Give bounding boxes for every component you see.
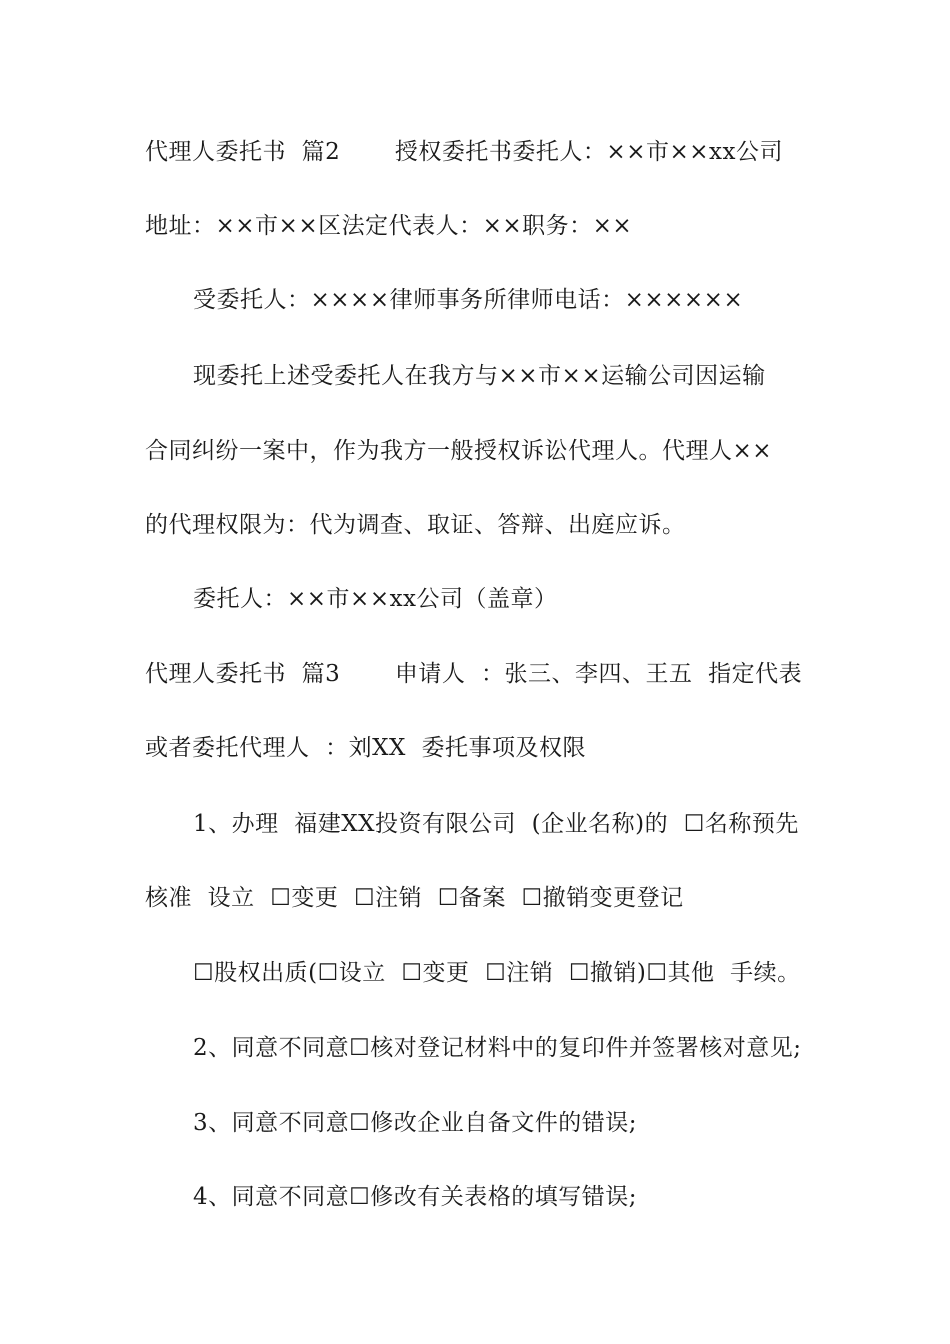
text-line-2: 地址：××市××区法定代表人：××职务：×× — [145, 213, 633, 239]
text-line-11: 核准 设立 ☐变更 ☐注销 ☐备案 ☐撤销变更登记 — [145, 885, 684, 911]
text-line-12: ☐股权出质(☐设立 ☐变更 ☐注销 ☐撤销)☐其他 手续。 — [193, 960, 801, 986]
text-line-15: 4、同意不同意☐修改有关表格的填写错误; — [193, 1184, 638, 1210]
text-line-5: 合同纠纷一案中，作为我方一般授权诉讼代理人。代理人×× — [145, 438, 773, 464]
text-line-6: 的代理权限为：代为调查、取证、答辩、出庭应诉。 — [145, 512, 686, 538]
text-line-9: 或者委托代理人 ：刘XX 委托事项及权限 — [145, 735, 586, 761]
text-line-7: 委托人：××市××xx公司（盖章） — [193, 586, 558, 612]
text-line-10: 1、办理 福建XX投资有限公司 (企业名称)的 ☐名称预先 — [193, 811, 799, 837]
text-line-13: 2、同意不同意☐核对登记材料中的复印件并签署核对意见; — [193, 1035, 802, 1061]
text-line-3: 受委托人：××××律师事务所律师电话：×××××× — [193, 287, 744, 313]
text-line-4: 现委托上述受委托人在我方与××市××运输公司因运输 — [193, 363, 766, 389]
text-line-8: 代理人委托书 篇3 申请人 ：张三、李四、王五 指定代表 — [145, 661, 803, 687]
text-line-14: 3、同意不同意☐修改企业自备文件的错误; — [193, 1110, 638, 1136]
text-line-1: 代理人委托书 篇2 授权委托书委托人：××市××xx公司 — [145, 139, 783, 165]
